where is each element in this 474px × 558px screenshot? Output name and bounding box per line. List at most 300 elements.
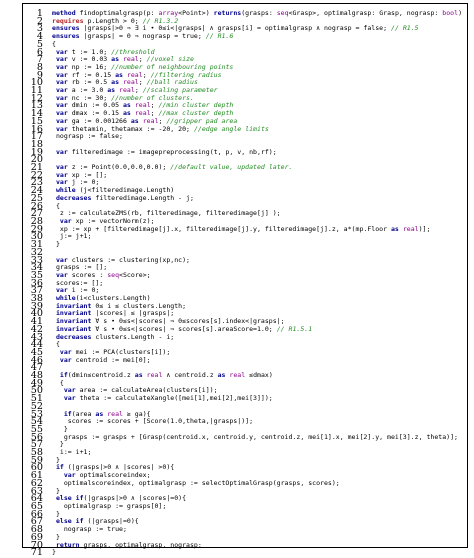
code-token: as: [130, 117, 143, 125]
code-token: real: [126, 71, 143, 79]
code-token: [52, 411, 64, 418]
code-token: method: [52, 10, 80, 17]
code-token: scores := scores + [Score(1.0,theta,|grasps|)];: [52, 418, 254, 426]
line-number: 71: [30, 547, 43, 558]
code-line: [52, 49, 474, 57]
line-number: 53: [30, 408, 43, 420]
code-token: real: [402, 225, 419, 233]
code-line: [52, 426, 474, 434]
code-token: decreases: [55, 194, 96, 202]
code-token: while: [55, 187, 80, 195]
code-token: as: [390, 225, 403, 233]
code-token: centroid := mei[0];: [75, 356, 151, 364]
code-line: [52, 488, 474, 496]
code-token: v := 0.03: [71, 56, 112, 64]
line-number: 3: [36, 23, 43, 35]
code-token: var: [55, 287, 72, 295]
code-token: i := 0;: [71, 287, 100, 295]
code-token: return: [55, 541, 84, 549]
code-line: [52, 226, 474, 234]
code-line: [52, 372, 474, 380]
code-token: //voxel size: [146, 56, 194, 64]
code-line: [52, 10, 474, 18]
code-token: as: [115, 71, 127, 79]
line-number: 58: [30, 447, 43, 459]
code-token: [52, 218, 60, 225]
code-line: [52, 518, 474, 526]
code-token: [52, 349, 60, 356]
code-token: [52, 387, 64, 394]
code-token: invariant: [55, 318, 96, 326]
code-line: [52, 233, 474, 241]
code-token: invariant: [55, 302, 96, 310]
code-token: ∀ s • 0≤s<|scores| ⇒ 0≤scores[s].index<|grasps|;: [95, 318, 285, 326]
line-number: 6: [36, 46, 43, 58]
code-line: [52, 18, 474, 26]
code-line: [52, 102, 474, 110]
code-token: //number of clusters.: [111, 94, 194, 102]
code-token: as: [95, 410, 108, 418]
code-token: (dmin≤centroid.z: [67, 372, 135, 380]
code-token: if: [63, 410, 72, 418]
code-token: as: [217, 372, 230, 380]
code-token: }: [52, 510, 60, 518]
code-token: as: [111, 56, 123, 64]
code-line: [52, 25, 474, 33]
code-line: [52, 310, 474, 318]
code-token: //default value, updated later.: [170, 164, 293, 172]
code-line: [52, 457, 474, 465]
code-line: [52, 334, 474, 342]
code-token: ≥ ga){: [122, 410, 151, 418]
code-line: [52, 149, 474, 157]
line-number: 30: [30, 231, 43, 243]
code-line: [52, 341, 474, 349]
code-token: }: [52, 241, 60, 249]
line-number: 42: [30, 323, 43, 335]
code-token: (|grasps|>0 ∧ |scores| >0){: [67, 464, 175, 472]
code-line: [52, 326, 474, 334]
code-line: [52, 87, 474, 95]
line-number: 56: [30, 431, 43, 443]
code-token: }: [52, 456, 60, 464]
line-number: 16: [30, 123, 43, 135]
line-number: 17: [30, 131, 43, 143]
code-token: j := 0;: [71, 179, 100, 187]
code-token: ;: [134, 87, 143, 95]
line-number: 21: [30, 162, 43, 174]
code-token: |scores| ≤ |grasps|;: [95, 310, 175, 318]
code-token: var: [63, 395, 80, 403]
code-token: clusters.Length - i;: [95, 333, 175, 341]
code-token: (grasps:: [241, 10, 277, 17]
line-number: 36: [30, 277, 43, 289]
code-token: (area: [71, 410, 96, 418]
code-line: [52, 449, 474, 457]
line-number: 47: [30, 362, 43, 374]
code-token: //ball radius: [146, 79, 198, 87]
line-number: 4: [36, 31, 43, 43]
code-token: invariant: [55, 325, 96, 333]
code-token: else if: [55, 495, 84, 503]
code-token: (i<clusters.Length): [75, 295, 151, 303]
code-token: theta := calculateXangle([mei[1],mei[2],mei[3]]);: [79, 395, 273, 403]
code-line: [52, 380, 474, 388]
code-token: //filtering radius: [150, 71, 222, 79]
code-line: [52, 295, 474, 303]
code-line: [52, 411, 474, 419]
code-token: ∀ s • 0≤s<|scores| ⇒ scores[s].areaScore=1.0;: [95, 325, 277, 333]
code-token: dmin := 0.05: [71, 102, 123, 110]
code-body: [52, 10, 474, 557]
line-number: 50: [30, 385, 43, 397]
code-token: rf := 0.15: [71, 71, 116, 79]
line-number: 10: [30, 77, 43, 89]
line-number: 60: [30, 462, 43, 474]
code-token: var: [55, 179, 72, 187]
code-token: array: [158, 10, 179, 17]
line-number: 41: [30, 316, 43, 328]
code-line: [52, 418, 474, 426]
code-token: scores:= [];: [52, 279, 104, 287]
code-line: [52, 503, 474, 511]
code-token: as: [107, 87, 120, 95]
code-token: var: [59, 348, 76, 356]
code-line: [52, 280, 474, 288]
code-token: var: [59, 356, 76, 364]
line-number: 2: [36, 15, 43, 27]
code-line: [52, 526, 474, 534]
code-line: [52, 480, 474, 488]
code-line: [52, 257, 474, 265]
code-token: returns: [213, 10, 242, 17]
code-token: clusters := clustering(xp,nc);: [71, 256, 190, 264]
line-number: 11: [30, 85, 43, 97]
code-token: ;: [150, 102, 159, 110]
code-token: real: [122, 56, 139, 64]
line-number: 34: [30, 262, 43, 274]
code-token: ga := 0.001266: [71, 117, 131, 125]
code-token: //number of neighbouring points: [111, 63, 234, 71]
line-number: 38: [30, 293, 43, 305]
code-token: //threshold: [111, 48, 155, 56]
code-token: optimalgrasp := grasps[0];: [52, 503, 167, 510]
code-token: findoptimalgrasp(p:: [79, 10, 159, 17]
code-token: xp := [];: [71, 171, 108, 179]
line-number: 62: [30, 477, 43, 489]
code-token: grasps := grasps + [Grasp(centroid.x, centroid.y, centroid.z, mei[1].x, mei[2].y, mei[3].z, theta)];: [52, 433, 458, 441]
code-token: var: [55, 256, 72, 264]
code-token: as: [134, 372, 147, 380]
code-line: [52, 287, 474, 295]
code-token: var: [55, 117, 72, 125]
code-line: [52, 542, 474, 550]
code-token: <Point>): [178, 10, 214, 17]
code-token: if: [59, 372, 68, 380]
code-line: [52, 110, 474, 118]
line-number: 26: [30, 200, 43, 212]
code-token: real: [146, 372, 163, 380]
code-line: [52, 387, 474, 395]
code-token: //gripper pad area: [166, 117, 238, 125]
code-token: p.Length > 0;: [87, 17, 143, 25]
code-token: optimalscoreindex;: [79, 472, 151, 480]
code-token: dmax := 0.15: [71, 110, 123, 118]
code-line: [52, 464, 474, 472]
code-token: }: [52, 425, 68, 433]
code-token: }: [52, 487, 60, 495]
line-number: 52: [30, 400, 43, 412]
line-number: 46: [30, 354, 43, 366]
code-token: ;: [142, 71, 151, 79]
code-token: real: [142, 117, 159, 125]
line-number: 68: [30, 524, 43, 536]
code-token: }: [52, 441, 64, 449]
code-token: xp := vectorNorm(z);: [75, 217, 155, 225]
code-listing-frame: [22, 3, 468, 558]
code-token: |grasps| = 0 ⇒ nograsp = true;: [83, 33, 206, 41]
code-token: {: [52, 40, 56, 48]
code-token: requires: [52, 17, 88, 25]
code-token: var: [55, 164, 72, 172]
code-token: ;: [138, 79, 147, 87]
code-line: [52, 303, 474, 311]
code-line: [52, 349, 474, 357]
line-number: 19: [30, 146, 43, 158]
code-line: [52, 95, 474, 103]
line-number: 31: [30, 239, 43, 251]
code-line: [52, 210, 474, 218]
code-token: // R1.6: [205, 33, 234, 41]
code-token: real: [122, 79, 139, 87]
code-token: var: [55, 102, 72, 110]
line-number: 44: [30, 339, 43, 351]
code-token: var: [55, 63, 72, 71]
code-line: [52, 364, 474, 372]
code-token: [52, 395, 64, 402]
code-line: [52, 72, 474, 80]
code-token: [52, 472, 64, 479]
code-token: thetamin, thetamax := -20, 20;: [71, 125, 194, 133]
line-number: 18: [30, 138, 43, 150]
code-line: [52, 33, 474, 41]
code-token: as: [111, 79, 123, 87]
line-number: 69: [30, 531, 43, 543]
code-token: as: [122, 110, 135, 118]
line-number: 12: [30, 92, 43, 104]
code-token: rb := 0.5: [71, 79, 112, 87]
line-number: 27: [30, 208, 43, 220]
code-line: [52, 156, 474, 164]
code-token: <Score>;: [119, 271, 151, 279]
code-token: )];: [418, 225, 431, 233]
code-token: nograsp := true;: [52, 526, 127, 534]
line-number: 54: [30, 416, 43, 428]
code-token: filteredimage.Length - j;: [95, 194, 194, 202]
line-number: 70: [30, 539, 43, 551]
code-line: [52, 79, 474, 87]
line-number: 14: [30, 108, 43, 120]
code-line: [52, 441, 474, 449]
code-token: invariant: [55, 310, 96, 318]
line-number: 9: [36, 69, 43, 81]
code-token: scores :: [71, 271, 108, 279]
code-token: // R1.3.2: [142, 17, 179, 25]
code-line: [52, 218, 474, 226]
code-line: [52, 179, 474, 187]
code-line: [52, 41, 474, 49]
code-token: {: [52, 341, 60, 349]
line-number: 7: [36, 54, 43, 66]
line-number: 61: [30, 470, 43, 482]
code-line: [52, 172, 474, 180]
code-line: [52, 133, 474, 141]
line-number: 40: [30, 308, 43, 320]
line-number: 59: [30, 454, 43, 466]
code-token: bool: [442, 10, 459, 17]
line-number: 43: [30, 331, 43, 343]
code-token: ≤dmax): [245, 372, 273, 380]
line-number: 57: [30, 439, 43, 451]
code-line: [52, 357, 474, 365]
code-token: real: [229, 372, 246, 380]
code-line: [52, 472, 474, 480]
code-token: nc := 30;: [71, 94, 112, 102]
line-number: 8: [36, 61, 43, 73]
code-line: [52, 534, 474, 542]
line-number: 35: [30, 269, 43, 281]
code-token: z := calculateZMS(rb, filteredimage, filteredimage[j] );: [52, 210, 281, 218]
code-token: a := 3.0: [71, 87, 108, 95]
code-line: [52, 118, 474, 126]
code-token: ∧ centroid.z: [162, 372, 218, 380]
code-token: var: [55, 79, 72, 87]
code-token: t := 1.0;: [71, 48, 112, 56]
code-line: [52, 272, 474, 280]
code-token: var: [55, 87, 72, 95]
code-token: real: [119, 87, 135, 95]
line-number: 13: [30, 100, 43, 112]
code-token: z := Point(0.0,0.0,0.0);: [71, 164, 171, 172]
code-token: var: [55, 71, 72, 79]
line-number: 32: [30, 246, 43, 258]
code-line: [52, 318, 474, 326]
code-token: seq: [107, 271, 120, 279]
code-token: grasps := [];: [52, 264, 108, 272]
code-line: [52, 395, 474, 403]
line-number: 63: [30, 485, 43, 497]
code-line: [52, 56, 474, 64]
line-number-gutter: [23, 10, 43, 557]
code-token: ;: [138, 56, 147, 64]
code-token: if: [55, 464, 68, 472]
code-line: [52, 64, 474, 72]
code-token: grasps, optimalgrasp, nograsp;: [83, 541, 202, 549]
code-line: [52, 241, 474, 249]
line-number: 15: [30, 115, 43, 127]
code-line: [52, 203, 474, 211]
code-token: var: [63, 472, 80, 480]
code-token: ensures: [52, 25, 84, 33]
code-token: (|grasps|=0){: [87, 518, 139, 526]
code-token: else if: [55, 518, 88, 526]
code-token: |grasps|>0 ⇒ ∃ i • 0≤i<|grasps| ∧ grasps[i] = optimalgrasp ∧ nograsp = false;: [83, 25, 391, 33]
code-token: // R1.5.1: [276, 325, 313, 333]
code-line: [52, 495, 474, 503]
code-token: var: [63, 387, 80, 395]
code-token: seq: [276, 10, 289, 17]
code-token: nograsp := false;: [52, 133, 123, 141]
code-token: var: [55, 125, 72, 133]
line-number: 39: [30, 300, 43, 312]
code-token: {: [52, 379, 64, 387]
code-token: var: [55, 48, 72, 56]
code-token: as: [122, 102, 135, 110]
code-token: 0≤ i ≤ clusters.Length;: [95, 302, 187, 310]
code-token: ensures: [52, 33, 84, 41]
line-number: 1: [36, 8, 43, 19]
line-number: 51: [30, 393, 43, 405]
code-line: [52, 403, 474, 411]
code-line: [52, 264, 474, 272]
code-line: [52, 195, 474, 203]
line-number: 33: [30, 254, 43, 266]
code-line: [52, 249, 474, 257]
code-token: }: [52, 533, 60, 541]
code-token: }: [52, 549, 56, 557]
line-number: 55: [30, 423, 43, 435]
line-number: 22: [30, 169, 43, 181]
code-token: // R1.5: [391, 25, 419, 33]
code-token: //scaling parameter: [142, 87, 218, 95]
code-token: real: [107, 410, 123, 418]
line-number: 37: [30, 285, 43, 297]
code-token: var: [55, 94, 72, 102]
code-line: [52, 164, 474, 172]
code-token: var: [55, 148, 72, 156]
code-token: area := calculateArea(clusters[i]);: [79, 387, 218, 395]
line-number: 66: [30, 508, 43, 520]
line-number: 28: [30, 215, 43, 227]
code-line: [52, 511, 474, 519]
code-token: j:= j+1;: [52, 233, 92, 241]
code-token: [52, 357, 60, 364]
code-token: var: [55, 56, 72, 64]
code-token: var: [55, 110, 72, 118]
code-line: [52, 434, 474, 442]
code-token: mei := PCA(clusters[i]);: [75, 348, 171, 356]
line-number: 29: [30, 223, 43, 235]
line-number: 49: [30, 377, 43, 389]
code-token: filteredimage := imagepreprocessing(t, p, v, nb,rf);: [71, 148, 277, 156]
code-line: [52, 187, 474, 195]
line-number: 24: [30, 185, 43, 197]
code-token: i:= i+1;: [52, 449, 92, 457]
code-token: //edge angle limits: [193, 125, 269, 133]
code-line: [52, 126, 474, 134]
line-number: 45: [30, 346, 43, 358]
line-number: 64: [30, 493, 43, 505]
code-token: {: [52, 202, 60, 210]
code-token: var: [55, 271, 72, 279]
code-line: [52, 549, 474, 557]
code-token: //max cluster depth: [158, 110, 234, 118]
code-token: <Grasp>, optimalgrasp: Grasp, nograsp:: [288, 10, 443, 17]
code-token: decreases: [55, 333, 96, 341]
code-token: //min cluster depth: [158, 102, 234, 110]
code-token: var: [55, 171, 72, 179]
line-number: 23: [30, 177, 43, 189]
